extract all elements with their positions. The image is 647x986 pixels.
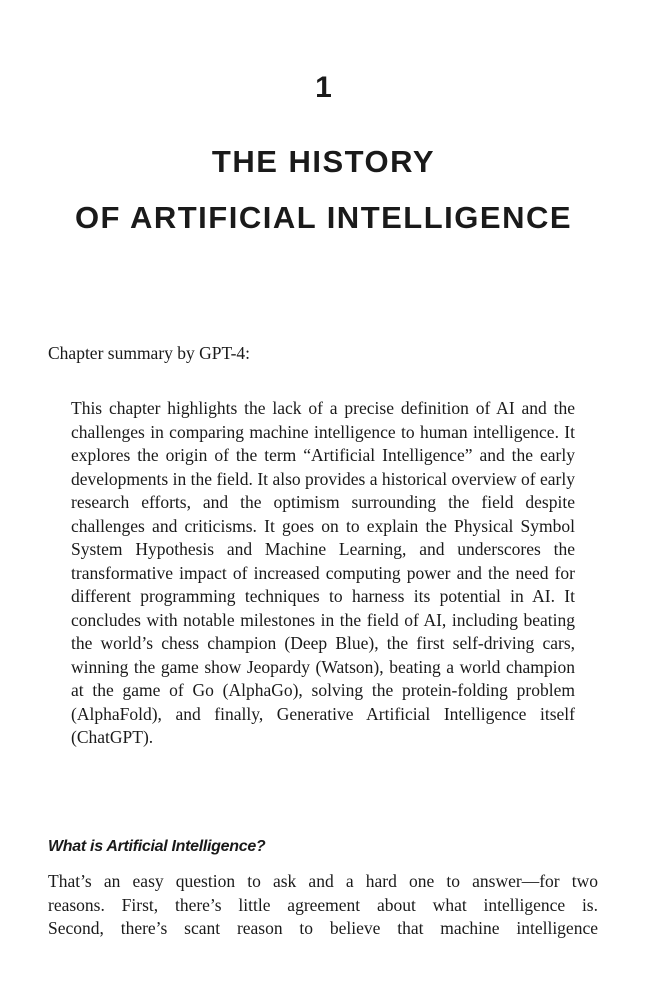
chapter-title	[0, 134, 647, 246]
summary-intro: Chapter summary by GPT-4:	[48, 343, 251, 363]
body-line: reasons. First, there’s little agreement about what intelligence is.	[48, 894, 598, 915]
body-line: That’s an easy question to ask and a hard one to answer—for two	[48, 871, 598, 891]
body-paragraph	[48, 870, 598, 941]
chapter-title-line-1: THE HISTORY	[211, 144, 436, 179]
section-heading: What is Artificial Intelligence?	[48, 838, 266, 855]
chapter-number: 1	[315, 71, 332, 104]
chapter-summary: This chapter highlights the lack of a precise definition of AI and the challenges in comparing machine intelligence to human intelligence. It explores the origin of the term “Artificial Intelligence” and the early developments in the field. It also provides a historical overview of early research efforts, and the optimism surrounding the field despite challenges and criticisms. It goes on to explain the Physical Symbol System Hypothesis and Machine Learning, and underscores the transformative impact of increased computing power and the need for different programming techniques to harness its potential in AI. It concludes with notable milestones in the field of AI, including beating the world’s chess champion (Deep Blue), the first self-driving cars, winning the game show Jeopardy (Watson), beating a world champion at the game of Go (AlphaGo), solving the protein-folding problem (AlphaFold), and finally, Generative Artificial Intelligence itself (ChatGPT).	[71, 398, 575, 747]
chapter-title-line-2: OF ARTIFICIAL INTELLIGENCE	[74, 200, 573, 235]
body-line: Second, there’s scant reason to believe that machine intelligence	[48, 918, 598, 938]
